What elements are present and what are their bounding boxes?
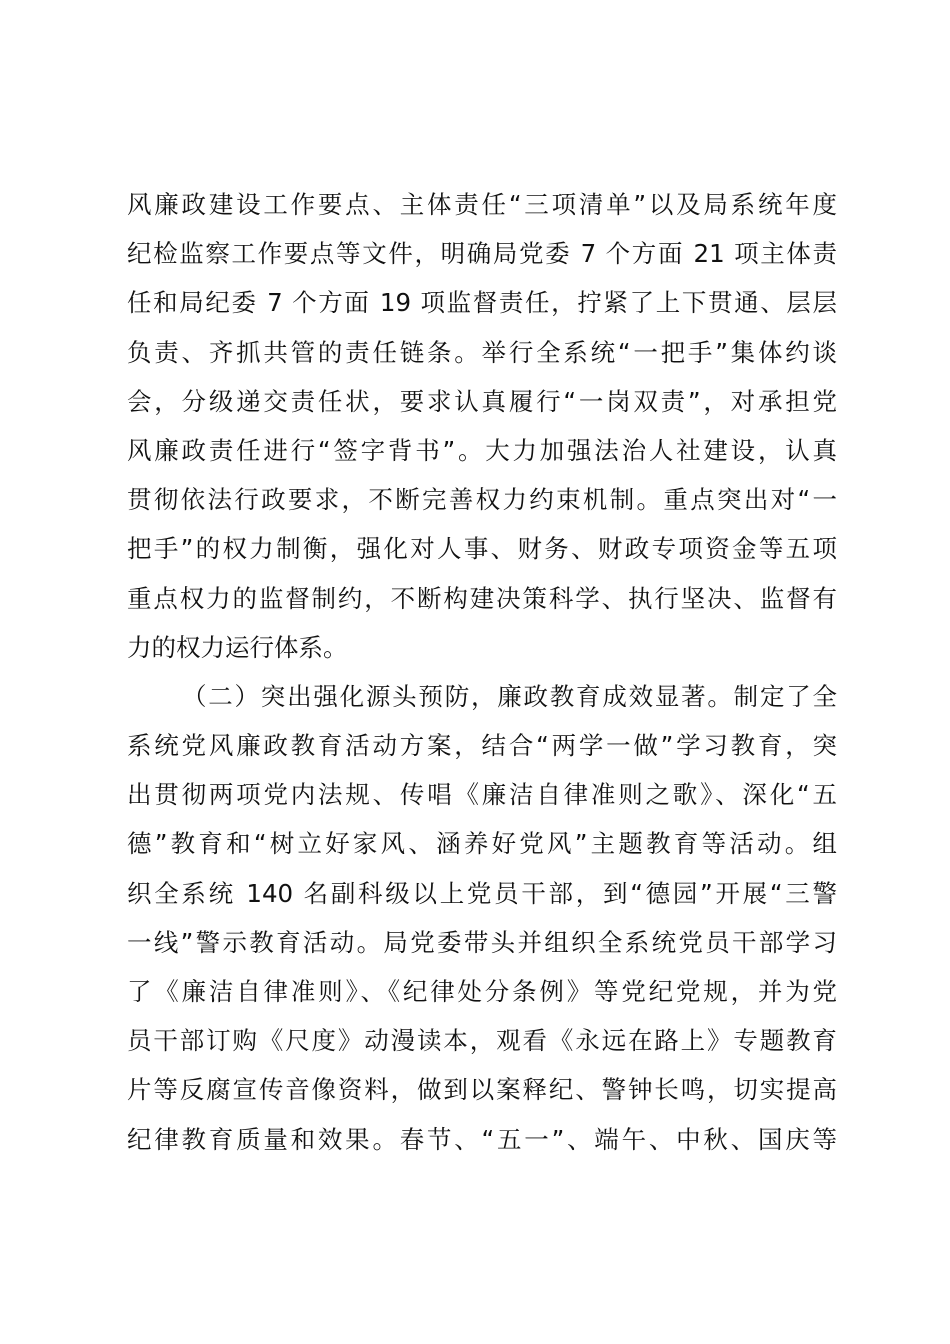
text-line: 风廉政建设工作要点、主体责任“三项清单”以及局系统年度: [127, 190, 837, 219]
text-line: 员干部订购《尺度》动漫读本，观看《永远在路上》专题教育: [127, 1026, 837, 1056]
text-line: 德”教育和“树立好家风、涵养好党风”主题教育等活动。组: [127, 829, 837, 859]
text-line: 贯彻依法行政要求，不断完善权力约束机制。重点突出对“一: [127, 485, 837, 515]
text-line: 负责、齐抓共管的责任链条。举行全系统“一把手”集体约谈: [127, 337, 837, 367]
body-text: [127, 180, 837, 1164]
text-line: 系统党风廉政教育活动方案，结合“两学一做”学习教育，突: [127, 731, 837, 761]
text-line: 把手”的权力制衡，强化对人事、财务、财政专项资金等五项: [127, 534, 837, 564]
text-line: 片等反腐宣传音像资料，做到以案释纪、警钟长鸣，切实提高: [127, 1075, 837, 1105]
text-line: 纪律教育质量和效果。春节、“五一”、端午、中秋、国庆等: [127, 1124, 837, 1154]
text-line: 重点权力的监督制约，不断构建决策科学、执行坚决、监督有: [127, 583, 837, 613]
text-line: 了《廉洁自律准则》、《纪律处分条例》等党纪党规，并为党: [127, 977, 837, 1006]
text-line: 一线”警示教育活动。局党委带头并组织全系统党员干部学习: [127, 927, 837, 957]
paragraph-heading-line: （二）突出强化源头预防，廉政教育成效显著。制定了全: [182, 681, 837, 711]
text-line: 会，分级递交责任状，要求认真履行“一岗双责”，对承担党: [127, 386, 837, 416]
text-line: 织全系统 140 名副科级以上党员干部，到“德园”开展“三警: [127, 878, 837, 908]
text-line: 出贯彻两项党内法规、传唱《廉洁自律准则之歌》、深化“五: [127, 780, 837, 810]
text-line: 力的权力运行体系。: [127, 632, 348, 662]
text-line: 任和局纪委 7 个方面 19 项监督责任，拧紧了上下贯通、层层: [127, 288, 837, 318]
text-line: 纪检监察工作要点等文件，明确局党委 7 个方面 21 项主体责: [127, 239, 837, 269]
text-line: 风廉政责任进行“签字背书”。大力加强法治人社建设，认真: [127, 435, 837, 465]
